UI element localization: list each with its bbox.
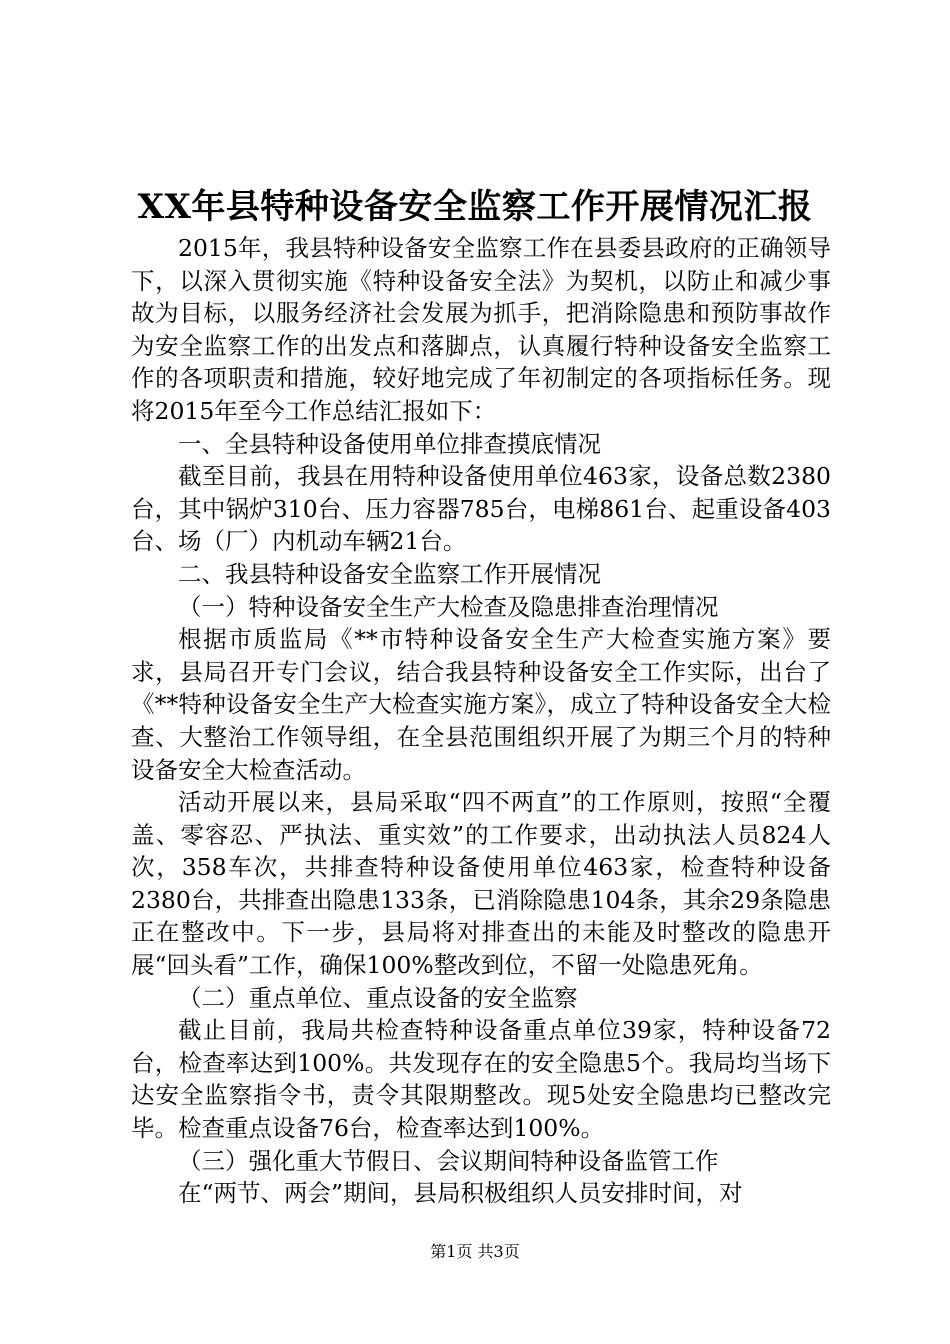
subsection-heading-1: （一）特种设备安全生产大检查及隐患排查治理情况 bbox=[178, 592, 719, 621]
section-heading-2: 二、我县特种设备安全监察工作开展情况 bbox=[178, 559, 601, 588]
subsection-heading-2: （二）重点单位、重点设备的安全监察 bbox=[178, 983, 578, 1012]
subsection-heading-3: （三）强化重大节假日、会议期间特种设备监管工作 bbox=[178, 1146, 719, 1175]
page-footer: 第1页 共3页 bbox=[430, 1242, 520, 1261]
section-heading-1: 一、全县特种设备使用单位排查摸底情况 bbox=[178, 429, 601, 458]
section-1-paragraph: 截至目前，我县在用特种设备使用单位463家，设备总数2380台，其中锅炉310台、压力容器785台，电梯861台、起重设备403台、场（厂）内机动车辆21台。 bbox=[131, 462, 831, 556]
subsection-2-paragraph: 截止目前，我局共检查特种设备重点单位39家，特种设备72台，检查率达到100%。共发现存在的安全隐患5个。我局均当场下达安全监察指令书，责令其限期整改。现5处安全隐患均已整改完毕。检查重点设备76台，检查率达到100%。 bbox=[131, 1016, 831, 1143]
document-body bbox=[131, 232, 831, 1210]
document-title: XX年县特种设备安全监察工作开展情况汇报 bbox=[137, 187, 813, 227]
subsection-1-paragraph-1: 根据市质监局《**市特种设备安全生产大检查实施方案》要求，县局召开专门会议，结合我县特种设备安全工作实际，出台了《**特种设备安全生产大检查实施方案》，成立了特种设备安全大检查、大整治工作领导组，在全县范围组织开展了为期三个月的特种设备安全大检查活动。 bbox=[131, 625, 831, 784]
subsection-1-paragraph-2: 活动开展以来，县局采取“四不两直”的工作原则，按照“全覆盖、零容忍、严执法、重实效”的工作要求，出动执法人员824人次，358车次，共排查特种设备使用单位463家，检查特种设备2380台，共排查出隐患133条，已消除隐患104条，其余29条隐患正在整改中。下一步，县局将对排查出的未能及时整改的隐患开展“回头看”工作，确保100%整改到位，不留一处隐患死角。 bbox=[131, 788, 831, 980]
intro-paragraph: 2015年，我县特种设备安全监察工作在县委县政府的正确领导下，以深入贯彻实施《特种设备安全法》为契机，以防止和减少事故为目标，以服务经济社会发展为抓手，把消除隐患和预防事故作为安全监察工作的出发点和落脚点，认真履行特种设备安全监察工作的各项职责和措施，较好地完成了年初制定的各项指标任务。现将2015年至今工作总结汇报如下： bbox=[131, 234, 831, 425]
subsection-3-paragraph: 在“两节、两会”期间，县局积极组织人员安排时间，对 bbox=[178, 1179, 743, 1208]
